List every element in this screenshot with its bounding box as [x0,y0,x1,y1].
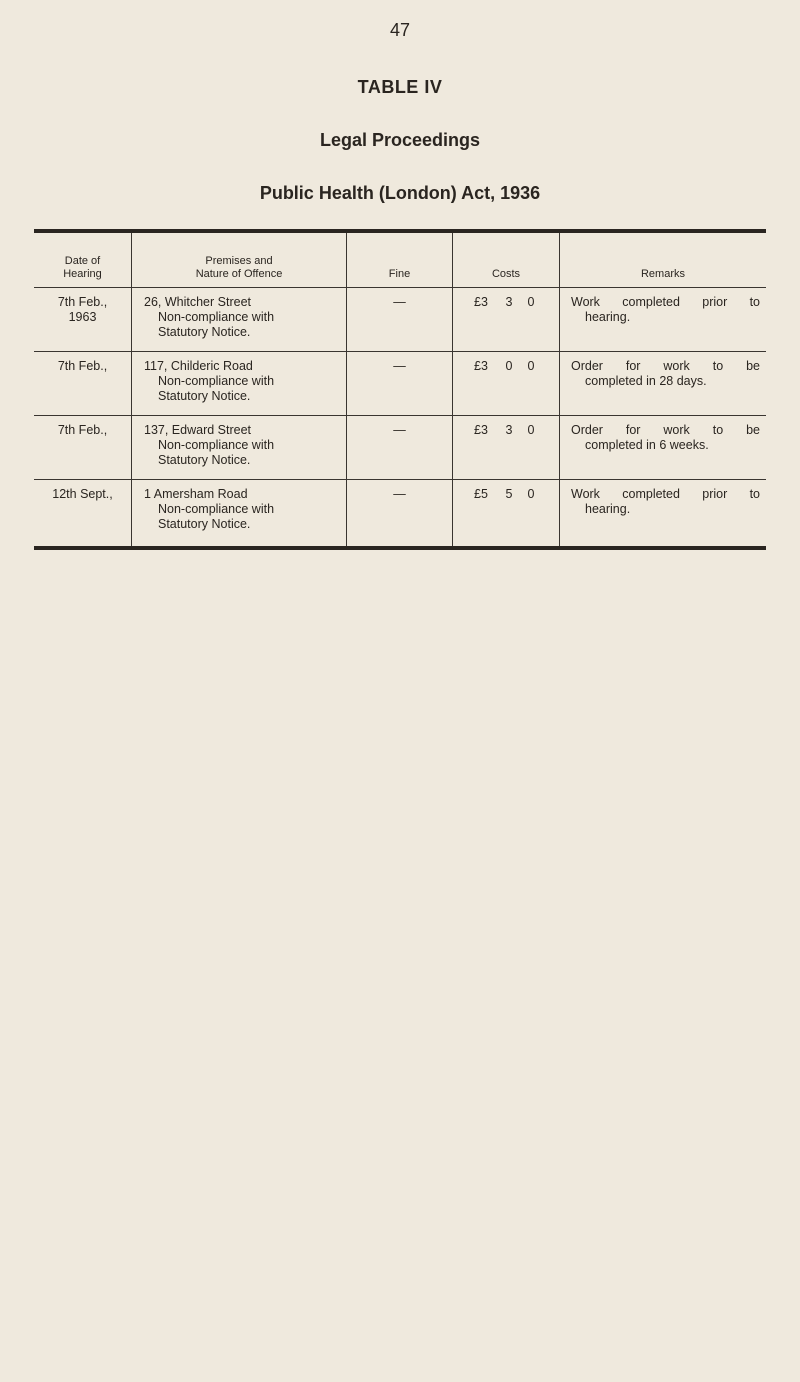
remarks-line1: Work completed prior to [571,295,760,309]
premises-cell [132,480,347,546]
remarks-line2: completed in 28 days. [585,374,707,388]
remarks-cell [560,480,766,546]
remarks-cell [560,352,766,415]
premises-cell [132,416,347,479]
costs-cell [453,416,560,479]
costs-pence: 0 [527,359,535,373]
hearing-date [34,352,132,415]
fine-cell: — [347,480,453,546]
hearing-date-line1: 7th Feb., [57,295,108,309]
premises-address: 137, Edward Street [144,423,252,437]
costs-shillings: 3 [505,423,513,437]
premises-address: 117, Childeric Road [144,359,253,373]
costs-pence: 0 [527,295,535,309]
costs-pounds: £3 [474,423,488,437]
fine-cell: — [347,416,453,479]
remarks-line2: hearing. [585,502,631,516]
table-title: TABLE IV [357,77,443,97]
remarks-cell [560,288,766,351]
costs-shillings: 0 [505,359,513,373]
table-header-row [34,233,766,288]
premises-cell [132,288,347,351]
hearing-date [34,288,132,351]
premises-address: 1 Amersham Road [144,487,248,501]
hearing-date [34,480,132,546]
costs-pounds: £3 [474,295,488,309]
costs-pence: 0 [527,487,535,501]
act-title: Public Health (London) Act, 1936 [259,183,541,203]
table-row [34,352,766,416]
remarks-cell [560,416,766,479]
legal-proceedings-table [34,229,766,550]
header-remarks: Remarks [640,268,685,280]
premises-cell [132,352,347,415]
offence-line2: Statutory Notice. [158,325,251,339]
header-date [34,233,132,287]
remarks-line1: Order for work to be [571,359,760,373]
hearing-date-line1: 12th Sept., [52,487,113,501]
section-subtitle: Legal Proceedings [319,130,481,150]
header-premises-line2: Nature of Offence [195,268,283,280]
hearing-date-line1: 7th Feb., [57,359,108,373]
costs-cell [453,352,560,415]
costs-pounds: £3 [474,359,488,373]
header-costs: Costs [453,233,560,287]
table-row [34,480,766,546]
fine-cell: — [347,352,453,415]
offence-line1: Non-compliance with [158,374,275,388]
offence-line2: Statutory Notice. [158,453,251,467]
fine-cell: — [347,288,453,351]
costs-shillings: 5 [505,487,513,501]
header-premises [132,233,347,287]
costs-pence: 0 [527,423,535,437]
remarks-line2: completed in 6 weeks. [585,438,709,452]
hearing-date-line2: 1963 [68,310,97,324]
table-row [34,416,766,480]
remarks-line1: Work completed prior to [571,487,760,501]
hearing-date-line1: 7th Feb., [57,423,108,437]
offence-line1: Non-compliance with [158,502,275,516]
premises-address: 26, Whitcher Street [144,295,251,309]
offence-line1: Non-compliance with [158,310,275,324]
remarks-line2: hearing. [585,310,631,324]
remarks-line1: Order for work to be [571,423,760,437]
table-row [34,288,766,352]
offence-line1: Non-compliance with [158,438,275,452]
costs-cell [453,288,560,351]
hearing-date [34,416,132,479]
costs-shillings: 3 [505,295,513,309]
header-date-line1: Date of [64,255,101,267]
header-fine: Fine [347,233,453,287]
costs-cell [453,480,560,546]
header-premises-line1: Premises and [205,255,273,267]
costs-pounds: £5 [474,487,488,501]
offence-line2: Statutory Notice. [158,389,251,403]
page-number: 47 [389,20,411,40]
offence-line2: Statutory Notice. [158,517,251,531]
header-date-line2: Hearing [63,268,102,280]
